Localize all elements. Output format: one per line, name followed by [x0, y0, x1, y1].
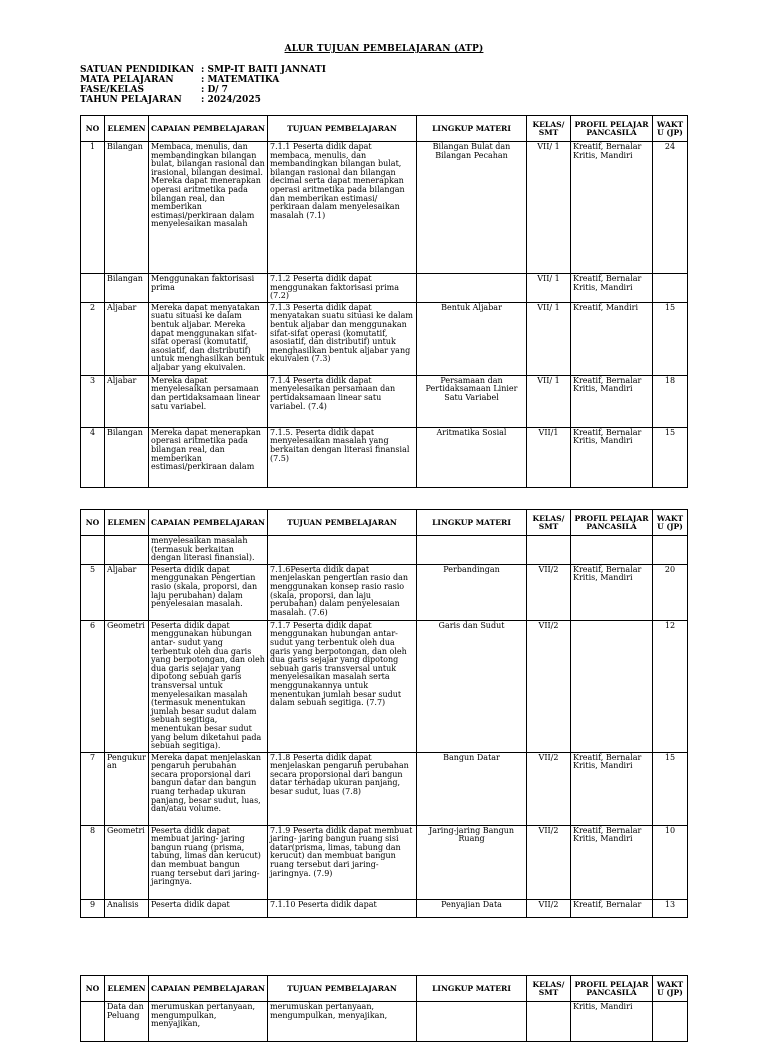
cell-waktu: 15: [653, 752, 688, 825]
cell-tp: [268, 536, 417, 565]
meta-key: SATUAN PENDIDIKAN: [80, 65, 195, 75]
cell-waktu: 20: [653, 564, 688, 620]
atp-table-1: [80, 115, 688, 488]
cell-waktu: 15: [653, 302, 688, 375]
meta-value: : MATEMATIKA: [201, 75, 280, 85]
cell-no: 2: [81, 302, 105, 375]
table-row: [81, 564, 688, 620]
cell-waktu: 18: [653, 375, 688, 427]
cell-cp: Peserta didik dapat: [149, 899, 268, 917]
column-header-lm: LINGKUP MATERI: [417, 510, 527, 536]
cell-cp: Mereka dapat menyatakan suatu situasi ke dalam bentuk aljabar. Mereka dapat menggunakan sifat-sifat operasi (komutatif, asosiatif, dan distributif) untuk menghasilkan bentuk aljabar yang ekuivalen.: [149, 302, 268, 375]
column-header-no: NO: [81, 976, 105, 1002]
cell-kelas: VII/2: [527, 564, 571, 620]
cell-profil: Kreatif, Bernalar Kritis, Mandiri: [571, 752, 653, 825]
cell-lm: Bilangan Bulat dan Bilangan Pecahan: [417, 142, 527, 274]
cell-waktu: [653, 1002, 688, 1042]
cell-tp: 7.1.8 Peserta didik dapat menjelaskan pengaruh perubahan secara proporsional dari bangun datar terhadap ukuran panjang, besar sudut, luas (7.8): [268, 752, 417, 825]
column-header-waktu: WAKTU (JP): [653, 510, 688, 536]
cell-cp: Peserta didik dapat membuat jaring- jaring bangun ruang (prisma, tabung, limas dan kerucut) dan membuat bangun ruang tersebut dari jaring-jaringnya.: [149, 825, 268, 899]
column-header-lm: LINGKUP MATERI: [417, 976, 527, 1002]
cell-kelas: VII/2: [527, 825, 571, 899]
cell-kelas: [527, 536, 571, 565]
table-row: [81, 752, 688, 825]
column-header-profil: PROFIL PELAJAR PANCASILA: [571, 976, 653, 1002]
cell-lm: [417, 536, 527, 565]
table-row: [81, 1002, 688, 1042]
column-header-tp: TUJUAN PEMBELAJARAN: [268, 510, 417, 536]
column-header-kelas: KELAS/ SMT: [527, 116, 571, 142]
cell-tp: merumuskan pertanyaan, mengumpulkan, menyajikan,: [268, 1002, 417, 1042]
cell-lm: Aritmatika Sosial: [417, 427, 527, 487]
cell-kelas: VII/2: [527, 620, 571, 752]
table-row: [81, 825, 688, 899]
cell-elemen: Bilangan: [105, 274, 149, 303]
column-header-kelas: KELAS/ SMT: [527, 510, 571, 536]
cell-lm: Bangun Datar: [417, 752, 527, 825]
column-header-elemen: ELEMEN: [105, 976, 149, 1002]
meta-row: [80, 75, 326, 85]
cell-no: 6: [81, 620, 105, 752]
atp-table-3: [80, 975, 688, 1042]
cell-elemen: Analisis: [105, 899, 149, 917]
cell-profil: Kreatif, Bernalar Kritis, Mandiri: [571, 564, 653, 620]
cell-no: 7: [81, 752, 105, 825]
meta-key: FASE/KELAS: [80, 85, 144, 95]
cell-lm: Garis dan Sudut: [417, 620, 527, 752]
cell-tp: 7.1.4 Peserta didik dapat menyelesaikan persamaan dan pertidaksamaan linear satu variabel. (7.4): [268, 375, 417, 427]
cell-waktu: [653, 274, 688, 303]
cell-kelas: VII/2: [527, 899, 571, 917]
meta-value: : D/ 7: [201, 85, 228, 95]
cell-tp: 7.1.9 Peserta didik dapat membuat jaring- jaring bangun ruang sisi datar(prisma, limas, tabung dan kerucut) dan membuat bangun ruang tersebut dari jaring-jaringnya. (7.9): [268, 825, 417, 899]
column-header-waktu: WAKTU (JP): [653, 116, 688, 142]
cell-waktu: 13: [653, 899, 688, 917]
column-header-kelas: KELAS/ SMT: [527, 976, 571, 1002]
cell-no: 8: [81, 825, 105, 899]
cell-profil: Kreatif, Bernalar Kritis, Mandiri: [571, 375, 653, 427]
cell-tp: 7.1.10 Peserta didik dapat: [268, 899, 417, 917]
document-meta: [80, 65, 326, 105]
cell-cp: Peserta didik dapat menggunakan Pengertian rasio (skala, proporsi, dan laju perubahan) dalam penyelesaian masalah.: [149, 564, 268, 620]
column-header-waktu: WAKTU (JP): [653, 976, 688, 1002]
table-row: [81, 274, 688, 303]
meta-key: MATA PELAJARAN: [80, 75, 174, 85]
table-row: [81, 899, 688, 917]
table-row: [81, 536, 688, 565]
meta-value: : SMP-IT BAITI JANNATI: [201, 65, 326, 75]
cell-cp: Menggunakan faktorisasi prima: [149, 274, 268, 303]
document-title: ALUR TUJUAN PEMBELAJARAN (ATP): [284, 44, 484, 54]
meta-key: TAHUN PELAJARAN: [80, 95, 182, 105]
cell-cp: Peserta didik dapat menggunakan hubungan antar- sudut yang terbentuk oleh dua garis yang berpotongan, dan oleh dua garis sejajar yang dipotong sebuah garis transversal untuk menyelesaikan masalah (termasuk menentukan jumlah besar sudut dalam sebuah segitiga, menentukan besar sudut yang belum diketahui pada sebuah segitiga).: [149, 620, 268, 752]
cell-cp: Membaca, menulis, dan membandingkan bilangan bulat, bilangan rasional dan irasional, bilangan desimal. Mereka dapat menerapkan operasi aritmetika pada bilangan real, dan memberikan estimasi/perkiraan dalam menyelesaikan masalah: [149, 142, 268, 274]
cell-tp: 7.1.7 Peserta didik dapat menggunakan hubungan antar-sudut yang terbentuk oleh dua garis yang berpotongan, dan oleh dua garis sejajar yang dipotong sebuah garis transversal untuk menyelesaikan masalah serta menggunakannya untuk menentukan jumlah besar sudut dalam sebuah segitiga. (7.7): [268, 620, 417, 752]
cell-elemen: Aljabar: [105, 302, 149, 375]
cell-no: 9: [81, 899, 105, 917]
cell-no: [81, 274, 105, 303]
table-row: [81, 302, 688, 375]
cell-elemen: Geometri: [105, 620, 149, 752]
column-header-cp: CAPAIAN PEMBELAJARAN: [149, 510, 268, 536]
column-header-tp: TUJUAN PEMBELAJARAN: [268, 976, 417, 1002]
cell-cp: Mereka dapat menjelaskan pengaruh perubahan secara proporsional dari bangun datar dan bangun ruang terhadap ukuran panjang, besar sudut, luas, dan/atau volume.: [149, 752, 268, 825]
column-header-profil: PROFIL PELAJAR PANCASILA: [571, 510, 653, 536]
cell-no: 5: [81, 564, 105, 620]
cell-profil: Kreatif, Bernalar Kritis, Mandiri: [571, 427, 653, 487]
cell-cp: menyelesaikan masalah (termasuk berkaitan dengan literasi finansial).: [149, 536, 268, 565]
cell-kelas: VII/ 1: [527, 302, 571, 375]
cell-profil: Kreatif, Bernalar Kritis, Mandiri: [571, 274, 653, 303]
table-header-row: [81, 510, 688, 536]
cell-tp: 7.1.3 Peserta didik dapat menyatakan suatu situasi ke dalam bentuk aljabar dan menggunakan sifat-sifat operasi (komutatif, asosiatif, dan distributif) untuk menghasilkan bentuk aljabar yang ekuivalen (7.3): [268, 302, 417, 375]
cell-elemen: Aljabar: [105, 564, 149, 620]
cell-cp: Mereka dapat menerapkan operasi aritmetika pada bilangan real, dan memberikan estimasi/perkiraan dalam: [149, 427, 268, 487]
cell-no: 4: [81, 427, 105, 487]
cell-lm: Persamaan dan Pertidaksamaan Linier Satu Variabel: [417, 375, 527, 427]
cell-no: [81, 1002, 105, 1042]
cell-profil: Kreatif, Bernalar Kritis, Mandiri: [571, 825, 653, 899]
cell-waktu: 12: [653, 620, 688, 752]
table-row: [81, 142, 688, 274]
table-row: [81, 427, 688, 487]
meta-row: [80, 85, 326, 95]
table-row: [81, 620, 688, 752]
cell-profil: Kreatif, Mandiri: [571, 302, 653, 375]
cell-kelas: VII/ 1: [527, 142, 571, 274]
column-header-lm: LINGKUP MATERI: [417, 116, 527, 142]
cell-profil: Kreatif, Bernalar Kritis, Mandiri: [571, 142, 653, 274]
cell-tp: 7.1.1 Peserta didik dapat membaca, menulis, dan membandingkan bilangan bulat, bilangan rasional dan bilangan decimal serta dapat menerapkan operasi aritmetika pada bilangan dan memberikan estimasi/ perkiraan dalam menyelesaikan masalah (7.1): [268, 142, 417, 274]
table-header-row: [81, 976, 688, 1002]
meta-row: [80, 95, 326, 105]
cell-lm: [417, 1002, 527, 1042]
column-header-elemen: ELEMEN: [105, 116, 149, 142]
cell-elemen: Pengukuran: [105, 752, 149, 825]
cell-no: [81, 536, 105, 565]
cell-lm: Penyajian Data: [417, 899, 527, 917]
cell-elemen: Aljabar: [105, 375, 149, 427]
cell-waktu: [653, 536, 688, 565]
cell-kelas: VII/1: [527, 427, 571, 487]
cell-elemen: Bilangan: [105, 142, 149, 274]
cell-lm: [417, 274, 527, 303]
cell-elemen: Data dan Peluang: [105, 1002, 149, 1042]
table-row: [81, 375, 688, 427]
column-header-profil: PROFIL PELAJAR PANCASILA: [571, 116, 653, 142]
cell-waktu: 10: [653, 825, 688, 899]
column-header-elemen: ELEMEN: [105, 510, 149, 536]
cell-profil: [571, 620, 653, 752]
cell-elemen: Bilangan: [105, 427, 149, 487]
cell-profil: [571, 536, 653, 565]
table-header-row: [81, 116, 688, 142]
column-header-tp: TUJUAN PEMBELAJARAN: [268, 116, 417, 142]
cell-waktu: 24: [653, 142, 688, 274]
cell-profil: Kreatif, Bernalar: [571, 899, 653, 917]
cell-lm: Perbandingan: [417, 564, 527, 620]
cell-kelas: [527, 1002, 571, 1042]
cell-kelas: VII/ 1: [527, 375, 571, 427]
cell-cp: Mereka dapat menyelesaikan persamaan dan pertidaksamaan linear satu variabel.: [149, 375, 268, 427]
cell-no: 3: [81, 375, 105, 427]
cell-elemen: [105, 536, 149, 565]
cell-kelas: VII/ 1: [527, 274, 571, 303]
meta-value: : 2024/2025: [201, 95, 261, 105]
cell-kelas: VII/2: [527, 752, 571, 825]
atp-table-2: [80, 509, 688, 918]
meta-row: [80, 65, 326, 75]
cell-tp: 7.1.6Peserta didik dapat menjelaskan pengertian rasio dan menggunakan konsep rasio rasio (skala, proporsi, dan laju perubahan) dalam penyelesaian masalah. (7.6): [268, 564, 417, 620]
cell-profil: Kritis, Mandiri: [571, 1002, 653, 1042]
cell-no: 1: [81, 142, 105, 274]
column-header-no: NO: [81, 116, 105, 142]
cell-elemen: Geometri: [105, 825, 149, 899]
cell-waktu: 15: [653, 427, 688, 487]
cell-tp: 7.1.5. Peserta didik dapat menyelesaikan masalah yang berkaitan dengan literasi finansial (7.5): [268, 427, 417, 487]
cell-lm: Bentuk Aljabar: [417, 302, 527, 375]
column-header-no: NO: [81, 510, 105, 536]
cell-lm: Jaring-jaring Bangun Ruang: [417, 825, 527, 899]
cell-tp: 7.1.2 Peserta didik dapat menggunakan faktorisasi prima (7.2): [268, 274, 417, 303]
cell-cp: merumuskan pertanyaan, mengumpulkan, menyajikan,: [149, 1002, 268, 1042]
column-header-cp: CAPAIAN PEMBELAJARAN: [149, 976, 268, 1002]
column-header-cp: CAPAIAN PEMBELAJARAN: [149, 116, 268, 142]
